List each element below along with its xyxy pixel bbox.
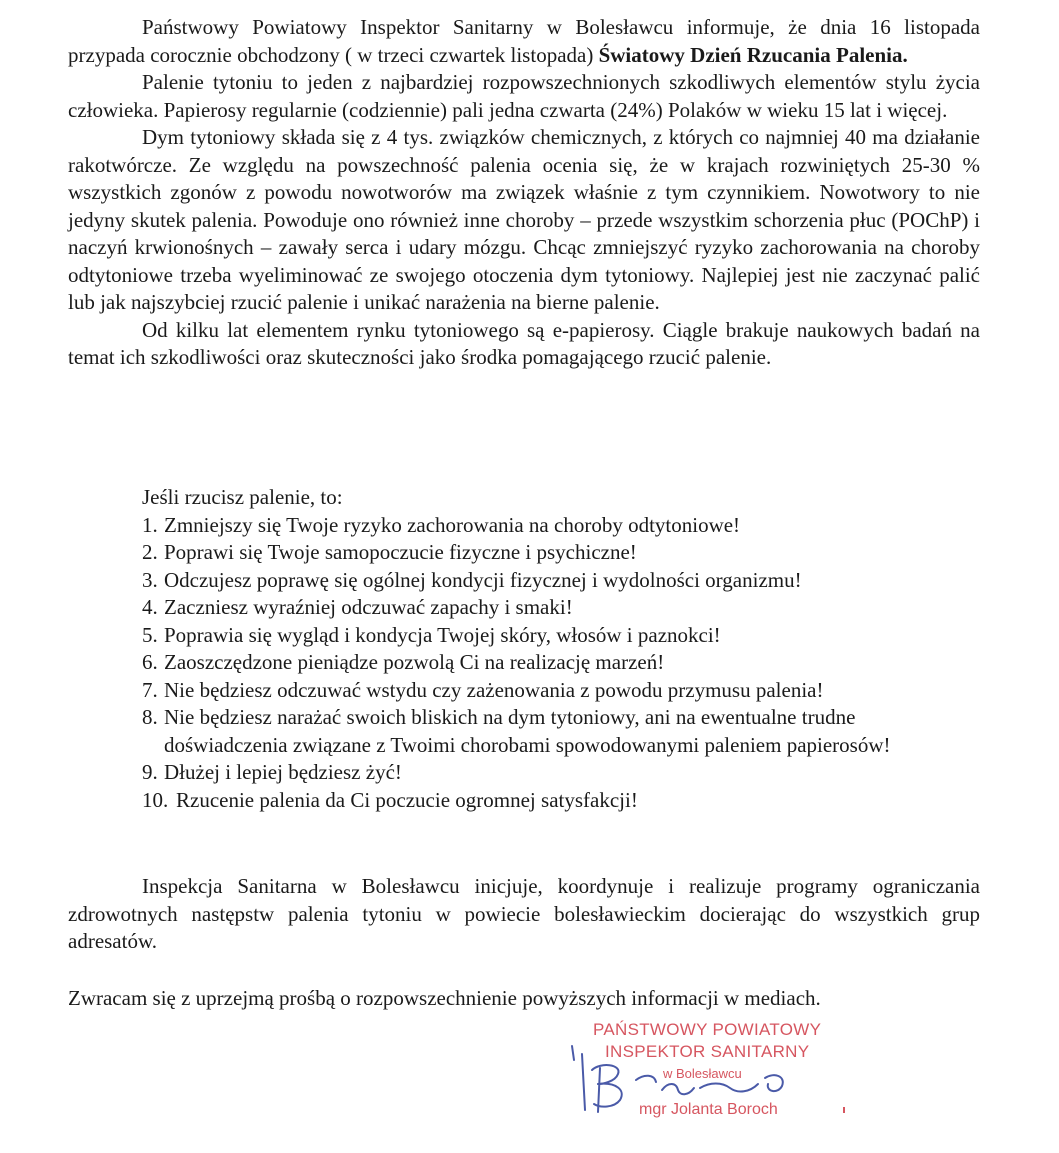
list-item	[142, 622, 982, 650]
stamp-location: w Bolesławcu	[663, 1066, 742, 1081]
list-item	[142, 539, 982, 567]
intro-text: Państwowy Powiatowy Inspektor Sanitarny w Bolesławcu informuje, że dnia 16 listopada przypada corocznie obchodzony ( w trzeci czwartek listopada)	[68, 15, 980, 67]
stamp-institution: PAŃSTWOWY POWIATOWY	[593, 1020, 822, 1039]
document-body	[68, 14, 980, 372]
list-item-text: Rzucenie palenia da Ci poczucie ogromnej satysfakcji!	[176, 787, 638, 812]
list-item-text: Poprawi się Twoje samopoczucie fizyczne i psychiczne!	[164, 540, 637, 564]
list-item	[142, 649, 982, 677]
list-item-text: Nie będziesz odczuwać wstydu czy zażenowania z powodu przymusu palenia!	[164, 677, 824, 702]
list-item-number: 4.	[142, 595, 158, 619]
list-item-number: 3.	[142, 567, 158, 592]
paragraph-inspection-programs: Inspekcja Sanitarna w Bolesławcu inicjuje, koordynuje i realizuje programy ograniczania zdrowotnych następstw palenia tytoniu w powiecie bolesławieckim docierając do wszystkich grup adresatów.	[68, 874, 980, 953]
benefits-list-block	[142, 484, 982, 814]
media-request: Zwracam się z uprzejmą prośbą o rozpowszechnienie powyższych informacji w mediach.	[68, 986, 821, 1010]
list-item-text: Poprawia się wygląd i kondycja Twojej skóry, włosów i paznokci!	[164, 622, 721, 647]
stamp-ink-mark	[843, 1107, 845, 1113]
list-item-number: 10.	[142, 787, 169, 812]
list-item-number: 1.	[142, 512, 158, 537]
list-item-text: Zaoszczędzone pieniądze pozwolą Ci na realizację marzeń!	[164, 650, 665, 674]
list-item-number: 5.	[142, 622, 158, 647]
event-name: Światowy Dzień Rzucania Palenia.	[598, 42, 908, 67]
list-item-number: 8.	[142, 705, 158, 729]
list-item-text: Nie będziesz narażać swoich bliskich na dym tytoniowy, ani na ewentualne trudne doświadczenia związane z Twoimi chorobami spowodowanymi paleniem papierosów!	[164, 705, 891, 757]
stamp-signatory: mgr Jolanta Boroch	[639, 1101, 778, 1118]
list-item	[142, 677, 982, 705]
list-item-number: 7.	[142, 677, 158, 702]
list-item-text: Zmniejszy się Twoje ryzyko zachorowania na choroby odtytoniowe!	[164, 512, 741, 537]
benefits-list-intro: Jeśli rzucisz palenie, to:	[142, 485, 343, 509]
benefits-list	[142, 512, 982, 815]
closing-section	[68, 873, 980, 956]
paragraph-e-cigarettes: Od kilku lat elementem rynku tytoniowego są e-papierosy. Ciągle brakuje naukowych badań na temat ich szkodliwości oraz skuteczności jako środka pomagającego rzucić palenie.	[68, 317, 980, 369]
list-item-number: 9.	[142, 760, 158, 784]
list-item	[142, 594, 982, 622]
stamp-title: INSPEKTOR SANITARNY	[605, 1042, 810, 1061]
paragraph-tobacco-smoke: Dym tytoniowy składa się z 4 tys. związków chemicznych, z których co najmniej 40 ma działanie rakotwórcze. Ze względu na powszechność palenia ocenia się, że w krajach rozwiniętych 25-30 % wszystkich zgonów z powodu nowotworów ma związek właśnie z tym czynnikiem. Nowotwory to nie jedyny skutek palenia. Powoduje ono również inne choroby – przede wszystkim schorzenia płuc (POChP) i naczyń krwionośnych – zawały serca i udary mózgu. Chcąc zmniejszyć ryzyko zachorowania na choroby odtytoniowe trzeba wyeliminować ze swojego otoczenia dym tytoniowy. Najlepiej jest nie zaczynać palić lub jak najszybciej rzucić palenie i unikać narażenia na bierne palenie.	[68, 125, 980, 314]
list-item-text: Zaczniesz wyraźniej odczuwać zapachy i smaki!	[164, 595, 573, 619]
list-item	[142, 759, 982, 787]
list-item-number: 6.	[142, 650, 158, 674]
list-item	[142, 787, 982, 815]
list-item	[142, 704, 982, 759]
list-item	[142, 567, 982, 595]
list-item-number: 2.	[142, 540, 158, 564]
list-item	[142, 512, 982, 540]
list-item-text: Odczujesz poprawę się ogólnej kondycji fizycznej i wydolności organizmu!	[164, 567, 802, 592]
list-item-text: Dłużej i lepiej będziesz żyć!	[164, 760, 402, 784]
paragraph-smoking-prevalence: Palenie tytoniu to jeden z najbardziej rozpowszechnionych szkodliwych elementów stylu życia człowieka. Papierosy regularnie (codziennie) pali jedna czwarta (24%) Polaków w wieku 15 lat i więcej.	[68, 70, 980, 122]
paragraph-intro	[68, 14, 980, 69]
official-stamp	[565, 1016, 855, 1126]
